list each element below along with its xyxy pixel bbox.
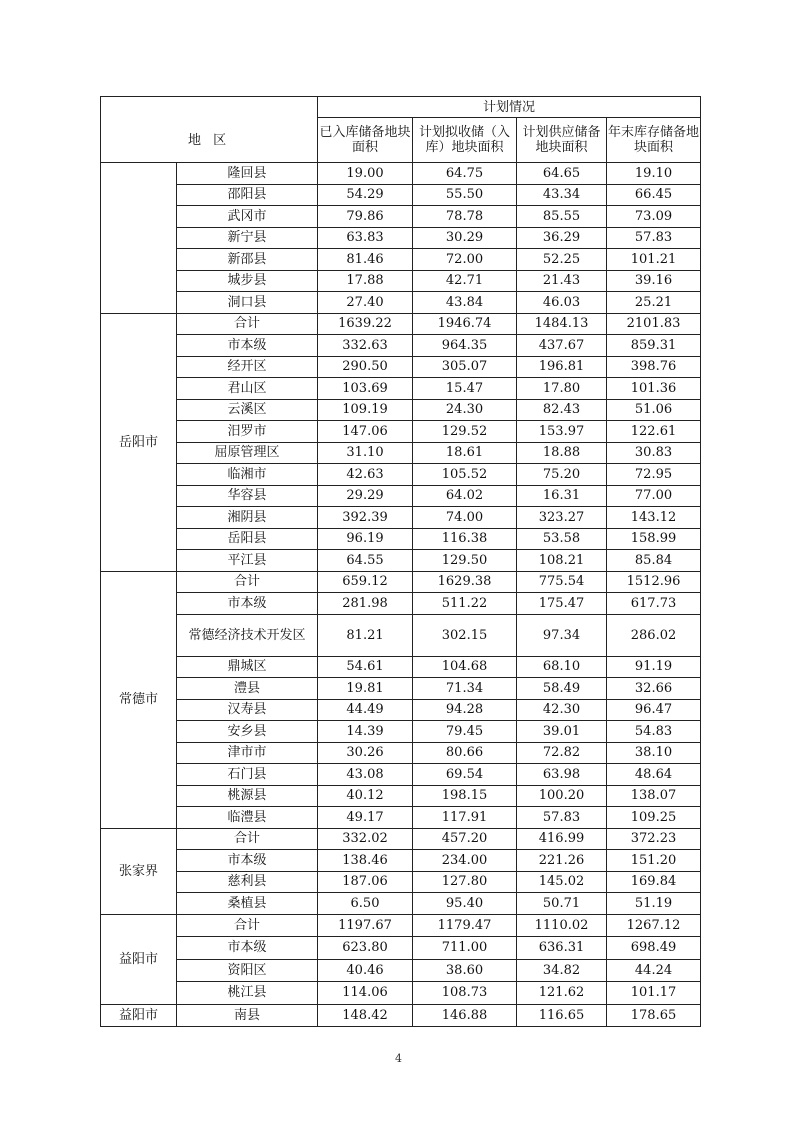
value-cell: 19.10: [607, 163, 701, 185]
district-cell: 合计: [177, 828, 318, 850]
value-cell: 27.40: [318, 292, 413, 314]
value-cell: 48.64: [607, 764, 701, 786]
value-cell: 372.23: [607, 828, 701, 850]
table-row: [101, 871, 701, 893]
value-cell: 19.00: [318, 163, 413, 185]
plan-header: 计划情况: [318, 97, 701, 118]
value-cell: 196.81: [517, 356, 607, 378]
value-cell: 2101.83: [607, 313, 701, 335]
value-cell: 91.19: [607, 656, 701, 678]
value-cell: 68.10: [517, 656, 607, 678]
value-cell: 36.29: [517, 227, 607, 249]
value-cell: 286.02: [607, 614, 701, 656]
value-cell: 72.95: [607, 464, 701, 486]
value-cell: 74.00: [413, 507, 517, 529]
value-cell: 1197.67: [318, 914, 413, 937]
district-cell: 新邵县: [177, 249, 318, 271]
value-cell: 332.63: [318, 335, 413, 357]
value-cell: 101.36: [607, 378, 701, 400]
area-header-label: 地 区: [187, 133, 231, 148]
value-cell: 101.17: [607, 982, 701, 1005]
value-cell: 17.88: [318, 270, 413, 292]
table-row: [101, 464, 701, 486]
value-cell: 21.43: [517, 270, 607, 292]
value-cell: 44.24: [607, 959, 701, 982]
table-row: [101, 421, 701, 443]
district-cell: 合计: [177, 571, 318, 593]
value-cell: 18.61: [413, 442, 517, 464]
value-cell: 85.84: [607, 550, 701, 572]
table-row: [101, 571, 701, 593]
district-cell: 洞口县: [177, 292, 318, 314]
city-cell: 常德市: [101, 571, 177, 828]
table-row: [101, 937, 701, 960]
value-cell: 138.07: [607, 785, 701, 807]
value-cell: 437.67: [517, 335, 607, 357]
district-cell: 屈原管理区: [177, 442, 318, 464]
value-cell: 1179.47: [413, 914, 517, 937]
district-cell: 鼎城区: [177, 656, 318, 678]
column-header: 计划拟收储（入库）地块面积: [413, 118, 517, 163]
value-cell: 129.50: [413, 550, 517, 572]
value-cell: 57.83: [517, 807, 607, 829]
value-cell: 57.83: [607, 227, 701, 249]
value-cell: 398.76: [607, 356, 701, 378]
value-cell: 145.02: [517, 871, 607, 893]
district-cell: 经开区: [177, 356, 318, 378]
header-row: [101, 97, 701, 118]
value-cell: 221.26: [517, 850, 607, 872]
value-cell: 1629.38: [413, 571, 517, 593]
value-cell: 15.47: [413, 378, 517, 400]
value-cell: 49.17: [318, 807, 413, 829]
value-cell: 79.86: [318, 206, 413, 228]
value-cell: 290.50: [318, 356, 413, 378]
table-row: [101, 1004, 701, 1027]
value-cell: 39.16: [607, 270, 701, 292]
value-cell: 659.12: [318, 571, 413, 593]
district-cell: 津市市: [177, 742, 318, 764]
value-cell: 698.49: [607, 937, 701, 960]
district-cell: 市本级: [177, 937, 318, 960]
district-cell: 市本级: [177, 335, 318, 357]
value-cell: 24.30: [413, 399, 517, 421]
value-cell: 175.47: [517, 593, 607, 615]
table-row: [101, 893, 701, 915]
table-row: [101, 914, 701, 937]
value-cell: 97.34: [517, 614, 607, 656]
city-cell-blank: [101, 206, 177, 228]
value-cell: 158.99: [607, 528, 701, 550]
value-cell: 143.12: [607, 507, 701, 529]
value-cell: 63.98: [517, 764, 607, 786]
table-row: [101, 292, 701, 314]
district-cell: 资阳区: [177, 959, 318, 982]
value-cell: 42.30: [517, 699, 607, 721]
district-cell: 合计: [177, 313, 318, 335]
value-cell: 1484.13: [517, 313, 607, 335]
column-header: 计划供应储备地块面积: [517, 118, 607, 163]
value-cell: 58.49: [517, 678, 607, 700]
city-cell: 益阳市: [101, 1004, 177, 1027]
value-cell: 1110.02: [517, 914, 607, 937]
district-cell: 城步县: [177, 270, 318, 292]
value-cell: 64.02: [413, 485, 517, 507]
table-row: [101, 721, 701, 743]
table-row: [101, 184, 701, 206]
table-row: [101, 485, 701, 507]
district-cell: 邵阳县: [177, 184, 318, 206]
value-cell: 17.80: [517, 378, 607, 400]
value-cell: 121.62: [517, 982, 607, 1005]
value-cell: 129.52: [413, 421, 517, 443]
value-cell: 50.71: [517, 893, 607, 915]
value-cell: 30.83: [607, 442, 701, 464]
district-cell: 云溪区: [177, 399, 318, 421]
table-row: [101, 699, 701, 721]
value-cell: 81.21: [318, 614, 413, 656]
value-cell: 79.45: [413, 721, 517, 743]
table-row: [101, 678, 701, 700]
table-row: [101, 593, 701, 615]
table-row: [101, 550, 701, 572]
value-cell: 105.52: [413, 464, 517, 486]
value-cell: 711.00: [413, 937, 517, 960]
table-row: [101, 206, 701, 228]
table-row: [101, 982, 701, 1005]
value-cell: 51.06: [607, 399, 701, 421]
value-cell: 19.81: [318, 678, 413, 700]
table-row: [101, 442, 701, 464]
district-cell: 华容县: [177, 485, 318, 507]
table-row: [101, 399, 701, 421]
value-cell: 71.34: [413, 678, 517, 700]
value-cell: 75.20: [517, 464, 607, 486]
table-row: [101, 807, 701, 829]
value-cell: 95.40: [413, 893, 517, 915]
table-row: [101, 356, 701, 378]
district-cell: 澧县: [177, 678, 318, 700]
city-cell-blank: [101, 163, 177, 185]
value-cell: 234.00: [413, 850, 517, 872]
table-row: [101, 785, 701, 807]
district-cell: 安乡县: [177, 721, 318, 743]
value-cell: 964.35: [413, 335, 517, 357]
value-cell: 85.55: [517, 206, 607, 228]
district-cell: 南县: [177, 1004, 318, 1027]
value-cell: 63.83: [318, 227, 413, 249]
table-row: [101, 614, 701, 656]
value-cell: 82.43: [517, 399, 607, 421]
value-cell: 54.83: [607, 721, 701, 743]
value-cell: 64.55: [318, 550, 413, 572]
value-cell: 72.00: [413, 249, 517, 271]
value-cell: 127.80: [413, 871, 517, 893]
value-cell: 32.66: [607, 678, 701, 700]
value-cell: 96.19: [318, 528, 413, 550]
table-row: [101, 163, 701, 185]
value-cell: 323.27: [517, 507, 607, 529]
table-row: [101, 850, 701, 872]
district-cell: 汨罗市: [177, 421, 318, 443]
value-cell: 29.29: [318, 485, 413, 507]
value-cell: 25.21: [607, 292, 701, 314]
district-cell: 桃源县: [177, 785, 318, 807]
page-number: 4: [395, 1052, 402, 1065]
value-cell: 96.47: [607, 699, 701, 721]
value-cell: 53.58: [517, 528, 607, 550]
table-row: [101, 313, 701, 335]
value-cell: 153.97: [517, 421, 607, 443]
table-row: [101, 828, 701, 850]
table-row: [101, 742, 701, 764]
city-cell-blank: [101, 227, 177, 249]
value-cell: 178.65: [607, 1004, 701, 1027]
value-cell: 69.54: [413, 764, 517, 786]
value-cell: 101.21: [607, 249, 701, 271]
value-cell: 31.10: [318, 442, 413, 464]
value-cell: 109.19: [318, 399, 413, 421]
value-cell: 108.21: [517, 550, 607, 572]
value-cell: 392.39: [318, 507, 413, 529]
value-cell: 187.06: [318, 871, 413, 893]
value-cell: 51.19: [607, 893, 701, 915]
value-cell: 103.69: [318, 378, 413, 400]
value-cell: 43.84: [413, 292, 517, 314]
value-cell: 169.84: [607, 871, 701, 893]
value-cell: 1639.22: [318, 313, 413, 335]
district-cell: 合计: [177, 914, 318, 937]
value-cell: 198.15: [413, 785, 517, 807]
area-header: [101, 97, 318, 163]
value-cell: 54.29: [318, 184, 413, 206]
value-cell: 80.66: [413, 742, 517, 764]
value-cell: 77.00: [607, 485, 701, 507]
district-cell: 市本级: [177, 593, 318, 615]
value-cell: 39.01: [517, 721, 607, 743]
value-cell: 40.46: [318, 959, 413, 982]
district-cell: 隆回县: [177, 163, 318, 185]
district-cell: 岳阳县: [177, 528, 318, 550]
table-row: [101, 507, 701, 529]
value-cell: 116.38: [413, 528, 517, 550]
value-cell: 66.45: [607, 184, 701, 206]
district-cell: 常德经济技术开发区: [177, 614, 318, 656]
city-cell-blank: [101, 270, 177, 292]
value-cell: 64.75: [413, 163, 517, 185]
district-cell: 汉寿县: [177, 699, 318, 721]
value-cell: 636.31: [517, 937, 607, 960]
district-cell: 桑植县: [177, 893, 318, 915]
value-cell: 281.98: [318, 593, 413, 615]
value-cell: 81.46: [318, 249, 413, 271]
value-cell: 78.78: [413, 206, 517, 228]
table-row: [101, 270, 701, 292]
table-row: [101, 959, 701, 982]
district-cell: 湘阴县: [177, 507, 318, 529]
value-cell: 38.60: [413, 959, 517, 982]
district-cell: 君山区: [177, 378, 318, 400]
district-cell: 石门县: [177, 764, 318, 786]
value-cell: 30.29: [413, 227, 517, 249]
value-cell: 55.50: [413, 184, 517, 206]
value-cell: 14.39: [318, 721, 413, 743]
value-cell: 138.46: [318, 850, 413, 872]
value-cell: 42.63: [318, 464, 413, 486]
value-cell: 30.26: [318, 742, 413, 764]
district-cell: 武冈市: [177, 206, 318, 228]
value-cell: 148.42: [318, 1004, 413, 1027]
value-cell: 859.31: [607, 335, 701, 357]
column-header: 已入库储备地块面积: [318, 118, 413, 163]
table-row: [101, 227, 701, 249]
city-cell: 张家界: [101, 828, 177, 914]
table-row: [101, 656, 701, 678]
table-row: [101, 764, 701, 786]
value-cell: 18.88: [517, 442, 607, 464]
value-cell: 146.88: [413, 1004, 517, 1027]
table-row: [101, 335, 701, 357]
value-cell: 108.73: [413, 982, 517, 1005]
value-cell: 332.02: [318, 828, 413, 850]
value-cell: 16.31: [517, 485, 607, 507]
district-cell: 慈利县: [177, 871, 318, 893]
value-cell: 94.28: [413, 699, 517, 721]
value-cell: 34.82: [517, 959, 607, 982]
value-cell: 1267.12: [607, 914, 701, 937]
table-row: [101, 249, 701, 271]
value-cell: 305.07: [413, 356, 517, 378]
value-cell: 40.12: [318, 785, 413, 807]
value-cell: 117.91: [413, 807, 517, 829]
value-cell: 42.71: [413, 270, 517, 292]
value-cell: 116.65: [517, 1004, 607, 1027]
city-cell-blank: [101, 292, 177, 314]
value-cell: 44.49: [318, 699, 413, 721]
value-cell: 302.15: [413, 614, 517, 656]
value-cell: 52.25: [517, 249, 607, 271]
city-cell-blank: [101, 184, 177, 206]
column-header: 年末库存储备地块面积: [607, 118, 701, 163]
value-cell: 151.20: [607, 850, 701, 872]
city-cell-blank: [101, 249, 177, 271]
district-cell: 临湘市: [177, 464, 318, 486]
city-cell: 岳阳市: [101, 313, 177, 571]
value-cell: 100.20: [517, 785, 607, 807]
value-cell: 43.08: [318, 764, 413, 786]
district-cell: 临澧县: [177, 807, 318, 829]
district-cell: 市本级: [177, 850, 318, 872]
value-cell: 147.06: [318, 421, 413, 443]
table-row: [101, 528, 701, 550]
district-cell: 新宁县: [177, 227, 318, 249]
value-cell: 73.09: [607, 206, 701, 228]
value-cell: 64.65: [517, 163, 607, 185]
value-cell: 109.25: [607, 807, 701, 829]
value-cell: 114.06: [318, 982, 413, 1005]
value-cell: 617.73: [607, 593, 701, 615]
district-cell: 桃江县: [177, 982, 318, 1005]
value-cell: 457.20: [413, 828, 517, 850]
value-cell: 122.61: [607, 421, 701, 443]
value-cell: 72.82: [517, 742, 607, 764]
land-reserve-plan-table: [100, 96, 701, 1027]
value-cell: 104.68: [413, 656, 517, 678]
value-cell: 43.34: [517, 184, 607, 206]
district-cell: 平江县: [177, 550, 318, 572]
value-cell: 416.99: [517, 828, 607, 850]
value-cell: 46.03: [517, 292, 607, 314]
city-cell: 益阳市: [101, 914, 177, 1004]
value-cell: 511.22: [413, 593, 517, 615]
value-cell: 1512.96: [607, 571, 701, 593]
value-cell: 38.10: [607, 742, 701, 764]
value-cell: 775.54: [517, 571, 607, 593]
value-cell: 1946.74: [413, 313, 517, 335]
value-cell: 6.50: [318, 893, 413, 915]
value-cell: 623.80: [318, 937, 413, 960]
value-cell: 54.61: [318, 656, 413, 678]
table-row: [101, 378, 701, 400]
